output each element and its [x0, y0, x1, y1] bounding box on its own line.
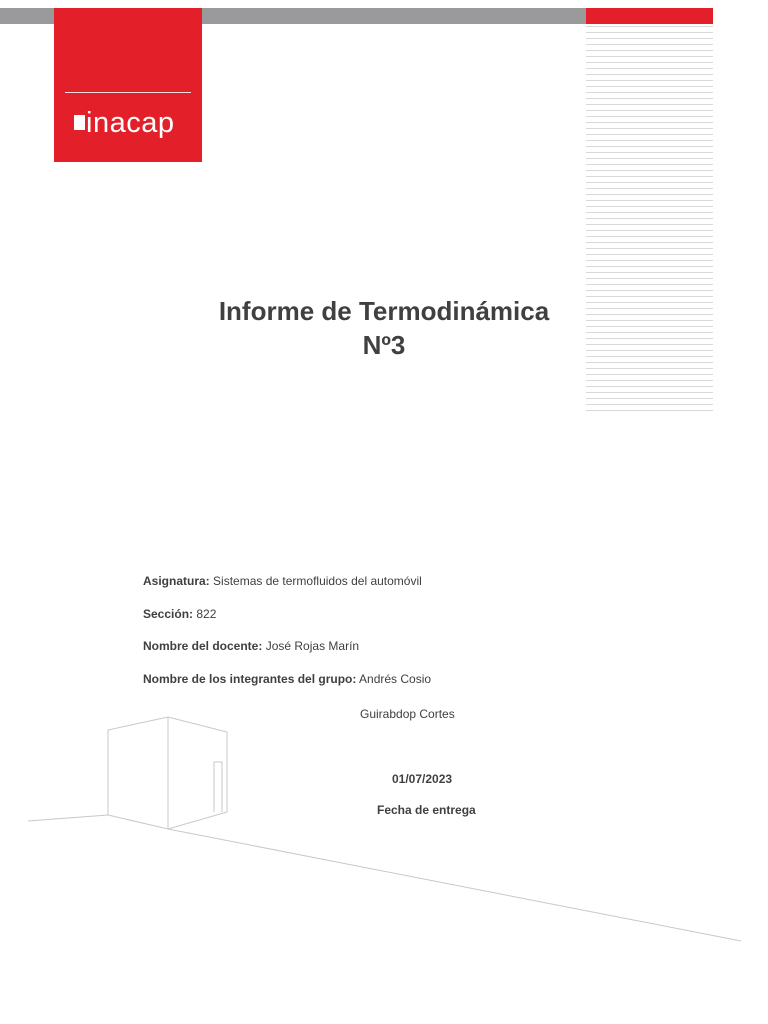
title-line-2: Nº3: [362, 330, 406, 360]
door-outline: [214, 762, 222, 812]
floor-line-left: [28, 815, 108, 821]
docente-label: Nombre del docente:: [143, 639, 263, 653]
seccion-label: Sección:: [143, 607, 194, 621]
integrantes-label: Nombre de los integrantes del grupo:: [143, 672, 357, 686]
asignatura-value: Sistemas de termofluidos del automóvil: [213, 574, 422, 588]
integrantes-value-1: Andrés Cosio: [359, 672, 432, 686]
title-line-1: Informe de Termodinámica: [218, 296, 550, 326]
delivery-label: Fecha de entrega: [377, 803, 476, 817]
seccion-value: 822: [196, 607, 217, 621]
docente-value: José Rojas Marín: [265, 639, 360, 653]
delivery-date: 01/07/2023: [392, 772, 453, 786]
floor-line-right: [168, 829, 741, 941]
asignatura-label: Asignatura:: [143, 574, 210, 588]
integrantes-value-2: Guirabdop Cortes: [360, 707, 455, 721]
logo-text: inacap: [86, 107, 175, 139]
